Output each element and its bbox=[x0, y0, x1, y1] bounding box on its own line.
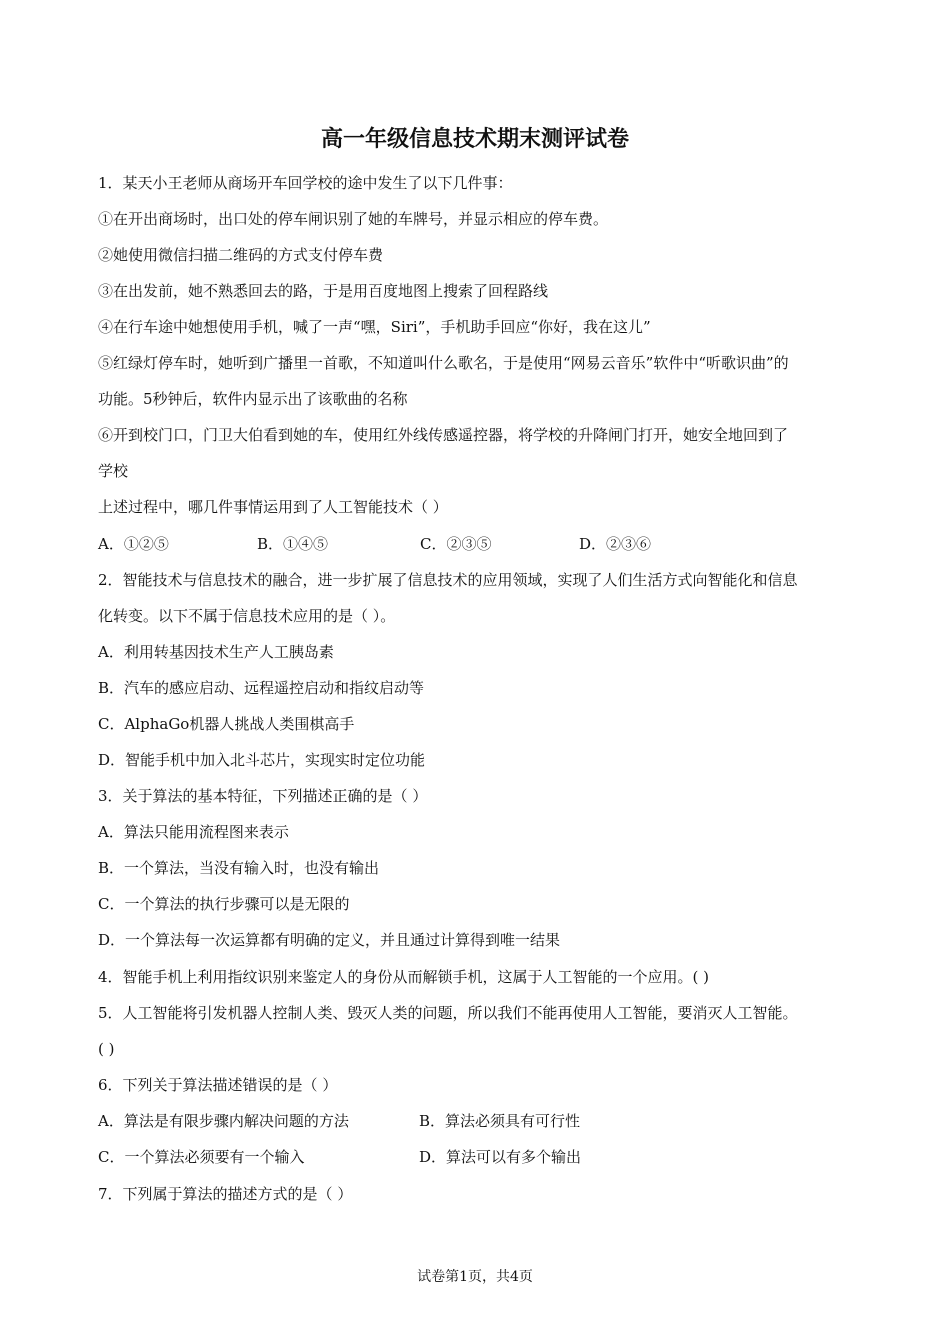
q3-option-c: C．一个算法的执行步骤可以是无限的 bbox=[98, 895, 350, 913]
q6-option-b: B．算法必须具有可行性 bbox=[419, 1112, 581, 1130]
q1-item-3: ③在出发前，她不熟悉回去的路，于是用百度地图上搜索了回程路线 bbox=[98, 282, 549, 300]
q5-stem: 5．人工智能将引发机器人控制人类、毁灭人类的问题，所以我们不能再使用人工智能，要消灭人工智能。 bbox=[98, 1004, 798, 1022]
q1-question: 上述过程中，哪几件事情运用到了人工智能技术（ ） bbox=[98, 498, 448, 516]
q2-stem: 2．智能技术与信息技术的融合，进一步扩展了信息技术的应用领域，实现了人们生活方式向智能化和信息 bbox=[98, 571, 798, 589]
q3-option-a: A．算法只能用流程图来表示 bbox=[98, 823, 289, 841]
q2-option-c: C．AlphaGo机器人挑战人类围棋高手 bbox=[98, 715, 355, 733]
q1-stem: 1．某天小王老师从商场开车回学校的途中发生了以下几件事： bbox=[98, 174, 513, 192]
q2-option-b: B．汽车的感应启动、远程遥控启动和指纹启动等 bbox=[98, 679, 425, 697]
q3-option-d: D．一个算法每一次运算都有明确的定义，并且通过计算得到唯一结果 bbox=[98, 931, 561, 949]
q1-item-4: ④在行车途中她想使用手机，喊了一声“嘿，Siri”，手机助手回应“你好，我在这儿” bbox=[98, 318, 651, 336]
q2-stem-cont: 化转变。以下不属于信息技术应用的是（ ）。 bbox=[98, 607, 396, 625]
page-footer: 试卷第1页，共4页 bbox=[417, 1269, 533, 1285]
q1-option-d: D．②③⑥ bbox=[579, 535, 652, 553]
q1-option-b: B．①④⑤ bbox=[257, 535, 329, 553]
exam-title: 高一年级信息技术期末测评试卷 bbox=[320, 127, 629, 152]
q1-item-1: ①在开出商场时，出口处的停车闸识别了她的车牌号，并显示相应的停车费。 bbox=[98, 210, 609, 228]
q7-stem: 7．下列属于算法的描述方式的是（ ） bbox=[98, 1185, 353, 1203]
q1-option-a: A．①②⑤ bbox=[98, 535, 169, 553]
q1-item-6-cont: 学校 bbox=[98, 462, 129, 480]
q1-item-5-cont: 功能。5秒钟后，软件内显示出了该歌曲的名称 bbox=[98, 390, 408, 408]
q1-item-2: ②她使用微信扫描二维码的方式支付停车费 bbox=[98, 246, 384, 264]
q6-option-d: D．算法可以有多个输出 bbox=[419, 1148, 582, 1166]
q3-stem: 3．关于算法的基本特征，下列描述正确的是（ ） bbox=[98, 787, 428, 805]
q4-stem: 4．智能手机上利用指纹识别来鉴定人的身份从而解锁手机，这属于人工智能的一个应用。( ) bbox=[98, 968, 710, 986]
q1-item-5: ⑤红绿灯停车时，她听到广播里一首歌，不知道叫什么歌名，于是使用“网易云音乐”软件中“听歌识曲”的 bbox=[98, 354, 789, 372]
q1-item-6: ⑥开到校门口，门卫大伯看到她的车，使用红外线传感遥控器，将学校的升降闸门打开，她安全地回到了 bbox=[98, 426, 789, 444]
q5-answer-blank: ( ) bbox=[98, 1040, 115, 1058]
q2-option-a: A．利用转基因技术生产人工胰岛素 bbox=[98, 643, 334, 661]
q6-option-a: A．算法是有限步骤内解决问题的方法 bbox=[98, 1112, 349, 1130]
q1-option-c: C．②③⑤ bbox=[420, 535, 492, 553]
q6-option-c: C．一个算法必须要有一个输入 bbox=[98, 1148, 305, 1166]
q2-option-d: D．智能手机中加入北斗芯片，实现实时定位功能 bbox=[98, 751, 426, 769]
q6-stem: 6．下列关于算法描述错误的是（ ） bbox=[98, 1076, 338, 1094]
q3-option-b: B．一个算法，当没有输入时，也没有输出 bbox=[98, 859, 380, 877]
